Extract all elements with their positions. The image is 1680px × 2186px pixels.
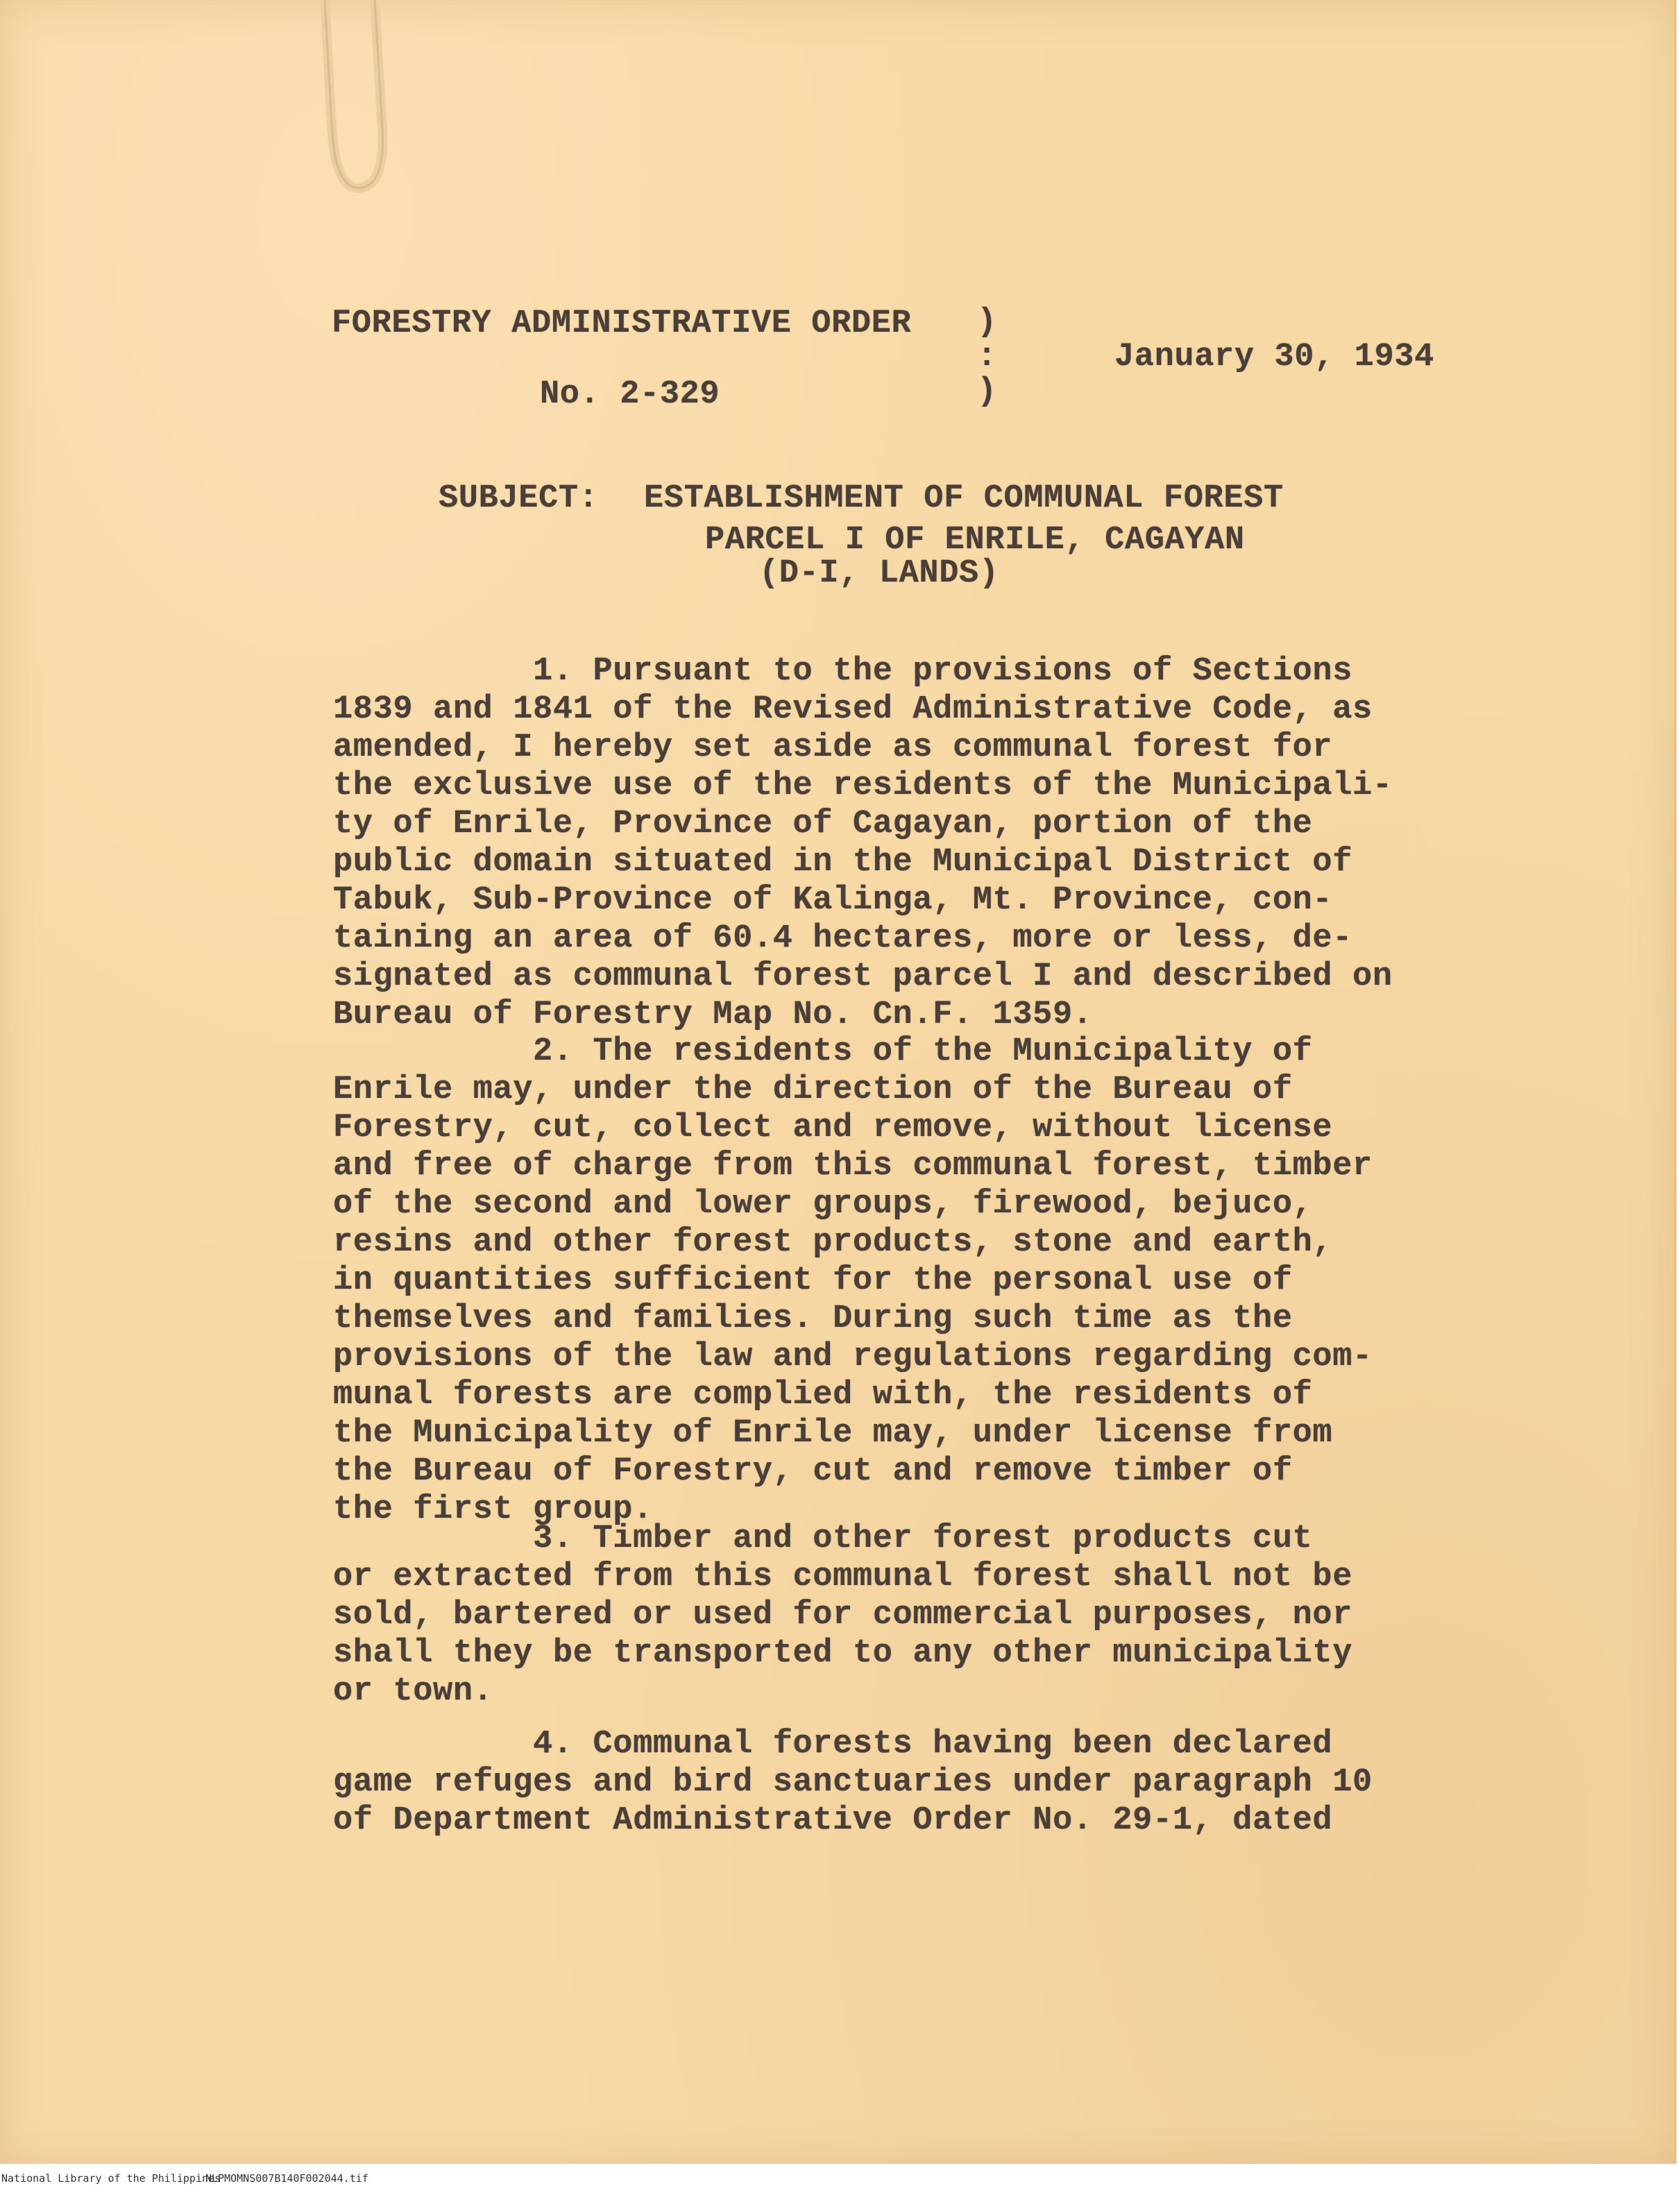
text-line: Tabuk, Sub-Province of Kalinga, Mt. Province, con-: [333, 882, 1333, 919]
subject-line: (D-I, LANDS): [759, 555, 999, 592]
text-line: shall they be transported to any other municipality: [333, 1635, 1353, 1672]
text-line: the first group.: [333, 1491, 653, 1528]
text-line: themselves and families. During such time as the: [333, 1300, 1293, 1337]
text-line: the exclusive use of the residents of the Municipali-: [333, 768, 1393, 804]
paragraph-2: [333, 1033, 1443, 1529]
text-line: taining an area of 60.4 hectares, more or less, de-: [333, 920, 1353, 957]
bracket-bottom: ): [977, 373, 997, 410]
text-line: of the second and lower groups, firewood, bejuco,: [333, 1186, 1313, 1223]
text-line: Enrile may, under the direction of the Bureau of: [333, 1071, 1293, 1108]
text-line: or extracted from this communal forest shall not be: [333, 1559, 1353, 1595]
subject-line: ESTABLISHMENT OF COMMUNAL FOREST: [644, 480, 1284, 517]
paragraph-3: [333, 1520, 1443, 1711]
paragraph-4: [333, 1725, 1443, 1840]
text-line: or town.: [333, 1673, 493, 1710]
paperclip-mark: [304, 0, 401, 208]
scan-filename: NLPMOMNS007B140F002044.tif: [205, 2172, 368, 2185]
order-date: January 30, 1934: [1114, 339, 1434, 375]
text-line: 3. Timber and other forest products cut: [333, 1520, 1313, 1557]
subject-line: PARCEL I OF ENRILE, CAGAYAN: [705, 522, 1245, 559]
order-title: FORESTRY ADMINISTRATIVE ORDER: [332, 305, 912, 342]
text-line: amended, I hereby set aside as communal forest for: [333, 729, 1333, 766]
text-line: 2. The residents of the Municipality of: [333, 1033, 1313, 1070]
bracket-top: ): [977, 304, 997, 341]
library-credit: National Library of the Philippines: [1, 2172, 221, 2185]
text-line: game refuges and bird sanctuaries under paragraph 10: [333, 1764, 1373, 1801]
subject-label: SUBJECT:: [439, 480, 599, 517]
text-line: of Department Administrative Order No. 29-1, dated: [333, 1802, 1333, 1839]
order-number: No. 2-329: [540, 376, 720, 413]
text-line: in quantities sufficient for the personal use of: [333, 1262, 1293, 1299]
text-line: ty of Enrile, Province of Cagayan, portion of the: [333, 806, 1313, 842]
text-line: 1. Pursuant to the provisions of Sections: [333, 653, 1353, 690]
text-line: 4. Communal forests having been declared: [333, 1726, 1333, 1763]
text-line: public domain situated in the Municipal District of: [333, 844, 1353, 881]
text-line: and free of charge from this communal forest, timber: [333, 1148, 1373, 1185]
header-brackets: [977, 305, 1005, 409]
text-line: resins and other forest products, stone and earth,: [333, 1224, 1333, 1261]
text-line: the Municipality of Enrile may, under license from: [333, 1415, 1333, 1452]
text-line: signated as communal forest parcel I and described on: [333, 958, 1393, 995]
text-line: Bureau of Forestry Map No. Cn.F. 1359.: [333, 997, 1093, 1033]
bracket-middle: :: [977, 339, 997, 375]
text-line: provisions of the law and regulations regarding com-: [333, 1339, 1373, 1375]
text-line: Forestry, cut, collect and remove, without license: [333, 1110, 1333, 1146]
text-line: the Bureau of Forestry, cut and remove timber of: [333, 1453, 1293, 1490]
text-line: munal forests are complied with, the residents of: [333, 1377, 1313, 1414]
paragraph-1: [333, 652, 1443, 1034]
text-line: 1839 and 1841 of the Revised Administrative Code, as: [333, 691, 1373, 728]
text-line: sold, bartered or used for commercial purposes, nor: [333, 1597, 1353, 1634]
scan-footer: [0, 2171, 1680, 2186]
